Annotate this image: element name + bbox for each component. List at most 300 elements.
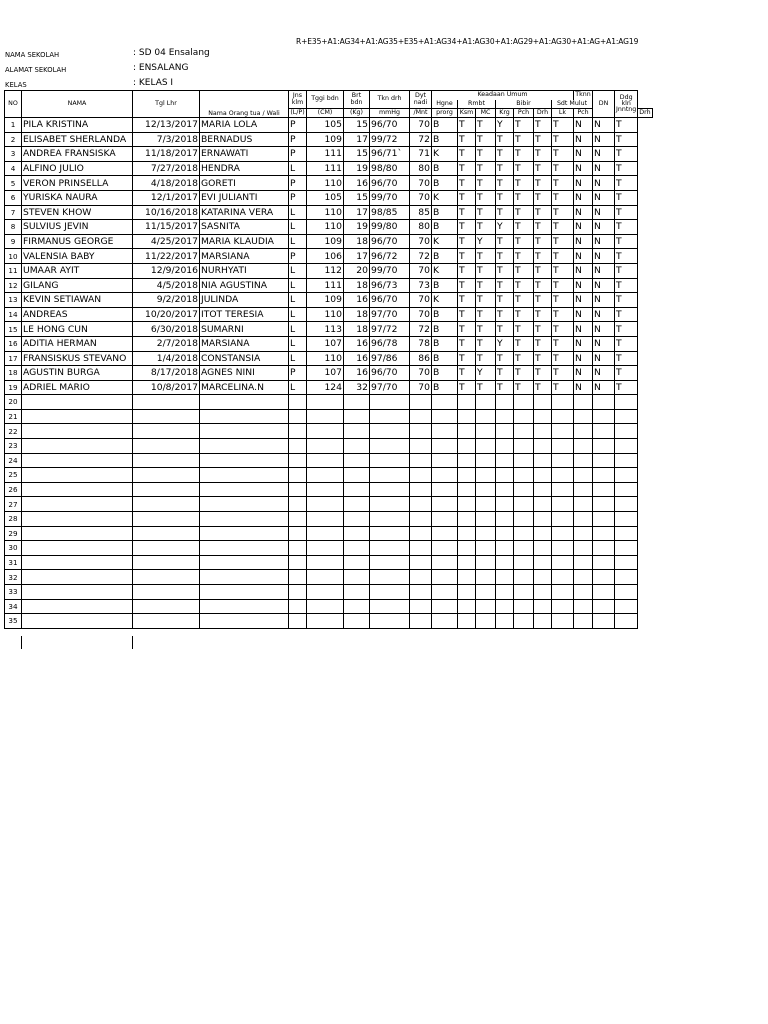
cell-mouth-pch: N [593,380,615,395]
cell-birth-date: 9/2/2018 [133,293,200,308]
cell-lips-krg: T [514,293,534,308]
cell-lips-pch: T [534,336,552,351]
cell-lips-krg: T [514,336,534,351]
empty-cell [22,424,133,439]
cell-hair-mc: Y [496,118,514,133]
empty-cell [432,599,458,614]
empty-cell [534,614,552,629]
empty-cell [289,570,307,585]
cell-hair-ksm: T [476,132,496,147]
cell-lips-pch: T [534,351,552,366]
cell-parent-name: AGNES NINI [200,366,289,381]
cell-gender: P [289,176,307,191]
empty-cell [133,526,200,541]
empty-cell [496,570,514,585]
cell-mouth-lk: N [574,220,593,235]
table-row [5,351,653,366]
cell-general-condition: B [432,176,458,191]
header-tggi-cm: (CM) [307,109,344,118]
cell-pulse: 80 [410,220,432,235]
empty-cell [133,482,200,497]
empty-cell [552,424,574,439]
empty-cell [552,526,574,541]
empty-cell [458,585,476,600]
empty-cell [574,570,593,585]
header-bibir-drh: Drh [534,109,552,118]
empty-cell [22,482,133,497]
cell-hair-ksm: Y [476,234,496,249]
cell-parent-name: ERNAWATI [200,147,289,162]
cell-height: 110 [307,307,344,322]
empty-cell [200,497,289,512]
cell-blood-pressure: 96/70 [370,366,410,381]
empty-cell [496,512,514,527]
empty-cell [307,570,344,585]
cell-lips-drh: T [552,366,574,381]
empty-cell [200,395,289,410]
cell-student-name: ALFINO JULIO [22,161,133,176]
cell-weight: 19 [344,220,370,235]
cell-lips-drh: T [552,278,574,293]
cell-lips-drh: T [552,336,574,351]
cell-parent-name: CONSTANSIA [200,351,289,366]
cell-lips-pch: T [534,190,552,205]
empty-cell [615,453,638,468]
cell-hair-mc: T [496,190,514,205]
empty-cell [593,453,615,468]
empty-cell [552,468,574,483]
empty-cell [370,570,410,585]
cell-birth-date: 4/18/2018 [133,176,200,191]
cell-height: 107 [307,336,344,351]
header-orang-tua: Nama Orang tua / Wali [200,91,289,118]
cell-hair-mc: Y [496,220,514,235]
cell-mouth-pch: N [593,132,615,147]
empty-cell [432,555,458,570]
empty-cell [133,599,200,614]
empty-cell [534,439,552,454]
cell-hair-mc: T [496,351,514,366]
empty-cell [476,468,496,483]
empty-cell [307,453,344,468]
empty-cell [514,453,534,468]
empty-cell [307,409,344,424]
cell-row-number: 11 [5,263,22,278]
empty-cell [370,541,410,556]
empty-cell [344,541,370,556]
empty-cell [410,482,432,497]
cell-row-number: 25 [5,468,22,483]
table-row [5,234,653,249]
empty-cell [476,409,496,424]
cell-pulse: 70 [410,380,432,395]
empty-cell [432,541,458,556]
empty-cell [458,512,476,527]
cell-parent-name: SUMARNI [200,322,289,337]
cell-height: 112 [307,263,344,278]
empty-cell [534,497,552,512]
table-row [5,190,653,205]
cell-lips-pch: T [534,307,552,322]
cell-row-number: 30 [5,541,22,556]
cell-parent-name: BERNADUS [200,132,289,147]
cell-pulse: 70 [410,263,432,278]
table-row [5,409,653,424]
header-mulut-pch: Pch [574,109,593,118]
cell-hygiene: T [458,293,476,308]
empty-cell [289,424,307,439]
empty-cell [593,585,615,600]
cell-lips-drh: T [552,205,574,220]
empty-cell [289,395,307,410]
cell-mouth-pch: N [593,118,615,133]
cell-dn-ddg: T [615,176,638,191]
cell-dn-ddg: T [615,161,638,176]
cell-dn-ddg: T [615,366,638,381]
empty-cell [514,541,534,556]
cell-weight: 15 [344,118,370,133]
cell-blood-pressure: 96/70 [370,293,410,308]
cell-dn-ddg: T [615,322,638,337]
cell-pulse: 70 [410,307,432,322]
empty-cell [476,585,496,600]
table-row [5,132,653,147]
cell-blood-pressure: 99/72 [370,132,410,147]
empty-cell [289,468,307,483]
cell-blood-pressure: 96/72 [370,249,410,264]
empty-cell [574,424,593,439]
empty-cell [370,424,410,439]
cell-pulse: 78 [410,336,432,351]
cell-lips-pch: T [534,161,552,176]
cell-parent-name: NURHYATI [200,263,289,278]
empty-cell [574,555,593,570]
header-keadaan-umum: Keadaan Umum [432,91,574,100]
empty-cell [289,599,307,614]
cell-lips-pch: T [534,380,552,395]
cell-hair-ksm: T [476,249,496,264]
cell-hair-mc: T [496,366,514,381]
empty-cell [496,468,514,483]
cell-height: 105 [307,190,344,205]
table-row [5,293,653,308]
cell-mouth-pch: N [593,293,615,308]
cell-mouth-pch: N [593,366,615,381]
table-row [5,541,653,556]
cell-weight: 18 [344,307,370,322]
cell-gender: L [289,234,307,249]
cell-mouth-pch: N [593,278,615,293]
cell-height: 110 [307,205,344,220]
empty-cell [200,409,289,424]
cell-gender: L [289,351,307,366]
cell-birth-date: 8/17/2018 [133,366,200,381]
empty-cell [458,541,476,556]
cell-hair-mc: T [496,307,514,322]
cell-lips-pch: T [534,220,552,235]
cell-row-number: 4 [5,161,22,176]
cell-student-name: FRANSISKUS STEVANO [22,351,133,366]
cell-weight: 16 [344,366,370,381]
empty-cell [200,526,289,541]
cell-row-number: 16 [5,336,22,351]
cell-mouth-lk: N [574,293,593,308]
cell-mouth-lk: N [574,190,593,205]
empty-cell [370,512,410,527]
empty-cell [432,482,458,497]
cell-hair-ksm: T [476,336,496,351]
empty-cell [307,555,344,570]
empty-cell [615,570,638,585]
cell-dn-ddg: T [615,118,638,133]
empty-cell [496,439,514,454]
cell-general-condition: B [432,161,458,176]
table-row [5,336,653,351]
cell-weight: 16 [344,351,370,366]
table-row [5,161,653,176]
empty-cell [200,468,289,483]
empty-cell [133,614,200,629]
header-no: NO [5,91,22,118]
empty-cell [496,395,514,410]
empty-cell [458,526,476,541]
empty-cell [133,468,200,483]
empty-cell [615,614,638,629]
empty-cell [593,541,615,556]
cell-mouth-pch: N [593,322,615,337]
cell-mouth-lk: N [574,278,593,293]
cell-dn-ddg: T [615,249,638,264]
cell-student-name: AGUSTIN BURGA [22,366,133,381]
empty-cell [514,424,534,439]
cell-hygiene: T [458,176,476,191]
empty-cell [552,497,574,512]
table-row [5,220,653,235]
cell-weight: 17 [344,249,370,264]
cell-student-name: FIRMANUS GEORGE [22,234,133,249]
empty-cell [496,555,514,570]
empty-cell [307,439,344,454]
cell-lips-drh: T [552,220,574,235]
empty-cell [432,512,458,527]
empty-cell [432,526,458,541]
school-name-label: NAMA SEKOLAH [5,51,60,59]
empty-cell [344,599,370,614]
cell-student-name: UMAAR AYIT [22,263,133,278]
empty-cell [410,453,432,468]
table-row [5,118,653,133]
cell-hygiene: T [458,351,476,366]
cell-row-number: 14 [5,307,22,322]
empty-cell [22,453,133,468]
cell-row-number: 8 [5,220,22,235]
cell-height: 109 [307,293,344,308]
cell-blood-pressure: 96/70 [370,118,410,133]
empty-cell [476,541,496,556]
cell-height: 111 [307,147,344,162]
cell-weight: 15 [344,147,370,162]
cell-dn-ddg: T [615,380,638,395]
cell-student-name: SULVIUS JEVIN [22,220,133,235]
header-tknn-drh: Drh [639,108,651,116]
empty-cell [615,424,638,439]
cell-hair-ksm: T [476,307,496,322]
table-row [5,366,653,381]
cell-mouth-lk: N [574,249,593,264]
empty-cell [344,482,370,497]
empty-cell [593,599,615,614]
cell-row-number: 21 [5,409,22,424]
empty-cell [370,555,410,570]
empty-cell [289,439,307,454]
cell-hair-mc: T [496,176,514,191]
empty-cell [307,482,344,497]
cell-birth-date: 6/30/2018 [133,322,200,337]
empty-cell [200,614,289,629]
empty-cell [534,555,552,570]
empty-cell [22,395,133,410]
class-label: KELAS [5,81,27,89]
cell-hair-ksm: T [476,118,496,133]
cell-birth-date: 11/22/2017 [133,249,200,264]
empty-cell [514,570,534,585]
cell-row-number: 12 [5,278,22,293]
cell-lips-krg: T [514,322,534,337]
cell-general-condition: B [432,118,458,133]
cell-student-name: GILANG [22,278,133,293]
cell-parent-name: MARSIANA [200,336,289,351]
header-dyt-nadi: Dyt nadi [410,91,432,109]
cell-mouth-lk: N [574,147,593,162]
empty-cell [534,570,552,585]
cell-parent-name: MARIA LOLA [200,118,289,133]
empty-cell [22,555,133,570]
cell-gender: L [289,161,307,176]
cell-row-number: 27 [5,497,22,512]
cell-row-number: 7 [5,205,22,220]
empty-cell [476,512,496,527]
empty-cell [344,526,370,541]
empty-cell [496,526,514,541]
cell-weight: 15 [344,190,370,205]
cell-dn-ddg: T [615,293,638,308]
cell-general-condition: K [432,293,458,308]
cell-parent-name: GORETI [200,176,289,191]
empty-cell [432,614,458,629]
cell-weight: 16 [344,176,370,191]
cell-weight: 32 [344,380,370,395]
cell-lips-krg: T [514,366,534,381]
cell-hair-ksm: T [476,322,496,337]
cell-birth-date: 11/18/2017 [133,147,200,162]
empty-cell [514,439,534,454]
empty-cell [133,409,200,424]
empty-cell [534,424,552,439]
empty-cell [458,395,476,410]
empty-cell [432,570,458,585]
cell-row-number: 2 [5,132,22,147]
table-row [5,439,653,454]
cell-hygiene: T [458,366,476,381]
empty-cell [200,424,289,439]
empty-cell [370,482,410,497]
empty-cell [307,512,344,527]
cell-height: 109 [307,132,344,147]
table-row [5,322,653,337]
empty-cell [552,570,574,585]
empty-cell [593,468,615,483]
empty-cell [534,585,552,600]
cell-hair-mc: T [496,249,514,264]
empty-cell [432,424,458,439]
empty-cell [307,585,344,600]
table-row [5,599,653,614]
cell-lips-pch: T [534,278,552,293]
cell-parent-name: JULINDA [200,293,289,308]
cell-hygiene: T [458,278,476,293]
empty-cell [432,497,458,512]
empty-cell [476,453,496,468]
cell-height: 110 [307,351,344,366]
cell-birth-date: 7/3/2018 [133,132,200,147]
cell-blood-pressure: 97/86 [370,351,410,366]
cell-mouth-lk: N [574,118,593,133]
empty-cell [133,585,200,600]
empty-cell [22,439,133,454]
cell-lips-pch: T [534,263,552,278]
table-row [5,468,653,483]
empty-cell [289,512,307,527]
cell-mouth-pch: N [593,205,615,220]
cell-pulse: 85 [410,205,432,220]
cell-mouth-lk: N [574,263,593,278]
cell-height: 109 [307,234,344,249]
empty-cell [514,395,534,410]
cell-pulse: 71 [410,147,432,162]
cell-pulse: 70 [410,190,432,205]
empty-cell [496,482,514,497]
cell-general-condition: B [432,322,458,337]
empty-cell [593,395,615,410]
table-edge-line [132,636,133,649]
empty-cell [200,453,289,468]
empty-cell [496,453,514,468]
empty-cell [574,395,593,410]
cell-hygiene: T [458,132,476,147]
cell-blood-pressure: 98/80 [370,161,410,176]
cell-hygiene: T [458,205,476,220]
header-tgl-lhr: Tgl Lhr [133,91,200,118]
empty-cell [615,395,638,410]
table-row [5,249,653,264]
cell-hair-mc: Y [496,336,514,351]
empty-cell [432,585,458,600]
empty-cell [133,395,200,410]
cell-row-number: 20 [5,395,22,410]
cell-parent-name: HENDRA [200,161,289,176]
empty-cell [458,599,476,614]
empty-cell [133,439,200,454]
empty-cell [496,541,514,556]
empty-cell [344,453,370,468]
cell-mouth-lk: N [574,351,593,366]
cell-hygiene: T [458,263,476,278]
cell-mouth-pch: N [593,336,615,351]
empty-cell [514,599,534,614]
empty-cell [410,512,432,527]
table-row [5,497,653,512]
empty-cell [370,497,410,512]
